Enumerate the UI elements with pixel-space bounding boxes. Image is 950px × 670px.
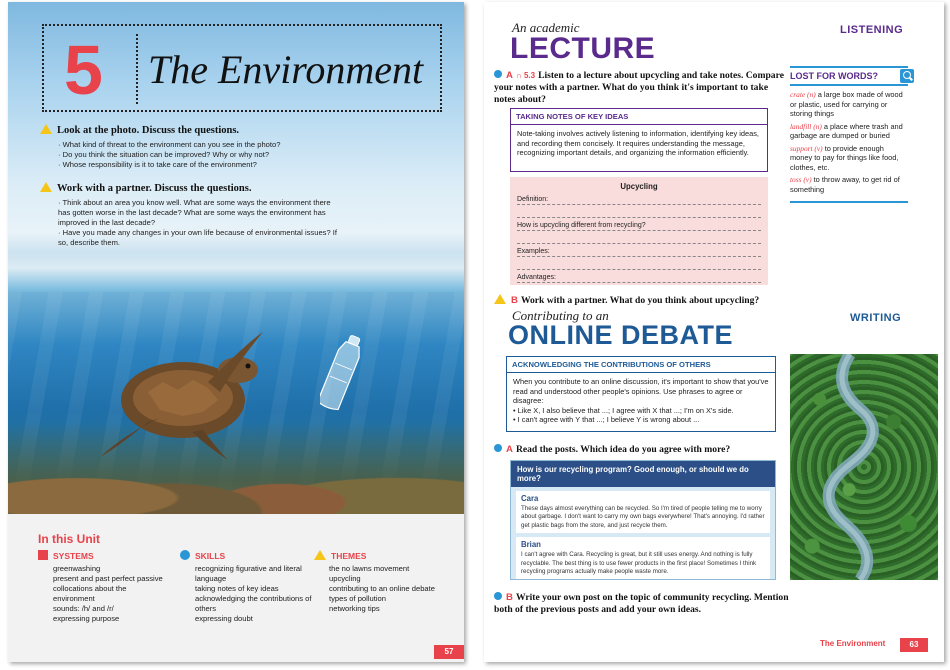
post-author: Cara <box>521 494 539 503</box>
listening-task-a: A ∩ 5.3 Listen to a lecture about upcycling and take notes. Compare your notes with a partner. What do you think it's important to take notes about? <box>494 70 784 105</box>
list-item: present and past perfect passive <box>53 574 163 583</box>
listening-title: LECTURE <box>510 32 656 65</box>
page-number: 63 <box>900 638 928 652</box>
writing-kicker: Contributing to an <box>512 308 609 323</box>
themes-list <box>314 564 446 614</box>
systems-column <box>38 550 170 624</box>
list-item: networking tips <box>329 604 380 613</box>
writing-section-label: WRITING <box>850 312 902 324</box>
systems-list <box>38 564 170 624</box>
notes-field-difference[interactable]: How is upcycling different from recycling? <box>517 221 761 231</box>
unit-number: 5 <box>64 31 103 109</box>
unit-title: The Environment <box>148 47 424 92</box>
notes-blank-line[interactable] <box>517 208 761 218</box>
audio-track-icon: ∩ 5.3 <box>515 71 536 80</box>
question-item: · Do you think the situation can be improved? Why or why not? <box>58 150 340 160</box>
glossary-entry: crate (n) a large box made of wood or plastic, used for carrying or storing things <box>790 90 903 118</box>
forest-river-photo <box>790 354 938 580</box>
circle-icon <box>494 70 502 78</box>
page-number: 57 <box>434 645 464 659</box>
question-list <box>40 198 340 248</box>
forum-post <box>516 537 770 579</box>
list-item: upcycling <box>329 574 361 583</box>
tip-bullet: • Like X, I also believe that ...; I agree with X that ...; I'm on X's side. <box>513 405 734 415</box>
question-list <box>40 140 340 170</box>
question-item: · Think about an area you know well. What are some ways the environment there has gotten worse in the last decade? What are some ways the environment has improved in the last decade? <box>58 198 340 228</box>
writing-task-a: A Read the posts. Which idea do you agree with more? <box>494 444 784 456</box>
left-page <box>8 2 464 662</box>
list-item: sounds: /h/ and /r/ <box>53 604 114 613</box>
notes-blank-line[interactable] <box>517 234 761 244</box>
triangle-icon <box>40 124 52 134</box>
notes-blank-line[interactable] <box>517 260 761 270</box>
question-heading: Work with a partner. Discuss the questions. <box>40 182 340 194</box>
notes-field-definition[interactable]: Definition: <box>517 195 761 205</box>
right-page <box>484 2 944 662</box>
writing-title: ONLINE DEBATE <box>508 320 734 350</box>
forum-post <box>516 491 770 533</box>
river-shape <box>790 354 938 580</box>
tip-box-heading: TAKING NOTES OF KEY IDEAS <box>511 109 767 125</box>
acknowledging-tip-box <box>506 356 776 432</box>
list-item: the no lawns movement <box>329 564 410 573</box>
triangle-icon <box>40 182 52 192</box>
skills-label: SKILLS <box>195 551 226 561</box>
triangle-icon <box>494 294 506 304</box>
circle-icon <box>180 550 190 560</box>
systems-label: SYSTEMS <box>53 551 94 561</box>
running-title: The Environment <box>820 639 886 648</box>
list-item: acknowledging the contributions of others <box>195 594 312 613</box>
question-heading: Look at the photo. Discuss the questions. <box>40 124 340 136</box>
title-divider <box>136 34 138 104</box>
writing-task-b: B Write your own post on the topic of community recycling. Mention both of the previous posts and add your own ideas. <box>494 592 789 615</box>
list-item: recognizing figurative and literal language <box>195 564 302 583</box>
triangle-icon <box>314 550 326 560</box>
square-icon <box>38 550 48 560</box>
skills-column <box>180 550 312 624</box>
glossary-entry: landfill (n) a place where trash and garbage are dumped or buried <box>790 121 903 140</box>
tip-box-body: When you contribute to an online discussion, it's important to show that you've read and understood other people's opinions. Use phrases to agree or disagree: <box>513 377 769 406</box>
listening-section-label: LISTENING <box>840 24 904 36</box>
themes-label: THEMES <box>331 551 367 561</box>
list-item: expressing purpose <box>53 614 120 623</box>
tip-bullet: • I can't agree with Y that ...; I believe Y is wrong about ... <box>513 415 700 425</box>
list-item: contributing to an online debate <box>329 584 435 593</box>
question-item: · What kind of threat to the environment can you see in the photo? <box>58 140 340 150</box>
skills-list <box>180 564 312 624</box>
question-block-1 <box>40 124 340 170</box>
tip-box-heading: ACKNOWLEDGING THE CONTRIBUTIONS OF OTHERS <box>507 357 775 373</box>
list-item: expressing doubt <box>195 614 253 623</box>
question-block-2 <box>40 182 340 248</box>
in-this-unit-panel <box>8 514 464 662</box>
list-item: taking notes of key ideas <box>195 584 279 593</box>
circle-icon <box>494 592 502 600</box>
post-author: Brian <box>521 540 541 550</box>
plastic-bottle-photo <box>320 332 362 414</box>
list-item: collocations about the environment <box>53 584 127 603</box>
circle-icon <box>494 444 502 452</box>
post-text: These days almost everything can be recycled. So I'm tired of people telling me to worry about garbage. I don't want to carry my own bags everywhere! That's annoying. I'd rather get plastic bags from the store, and just recycle them. <box>521 505 765 529</box>
glossary-list <box>790 86 908 203</box>
question-item: · Have you made any changes in your own life because of environmental issues? If so, describe them. <box>58 228 340 248</box>
in-this-unit-title: In this Unit <box>38 532 100 546</box>
magnifier-icon <box>900 69 914 83</box>
glossary-entry: support (v) to provide enough money to pay for things like food, clothes, etc. <box>790 143 899 172</box>
listening-task-b: B Work with a partner. What do you think about upcycling? <box>494 294 784 307</box>
question-item: · Whose responsibility is it to take care of the environment? <box>58 160 340 170</box>
list-item: types of pollution <box>329 594 386 603</box>
unit-title-box <box>42 24 442 112</box>
forum-thread <box>510 460 776 580</box>
taking-notes-tip-box <box>510 108 768 172</box>
notes-title: Upcycling <box>620 182 658 191</box>
notes-field-advantages[interactable]: Advantages: <box>517 273 761 283</box>
themes-column <box>314 550 446 614</box>
glossary-entry: toss (v) to throw away, to get rid of something <box>790 175 900 194</box>
lost-for-words-title: LOST FOR WORDS? <box>790 71 878 81</box>
list-item: greenwashing <box>53 564 101 573</box>
sea-turtle-photo <box>88 322 278 462</box>
tip-box-body: Note-taking involves actively listening to information, identifying key ideas, and recording them concisely. It requires understanding the message, recognizing important details, and organizing the information efficiently. <box>517 129 759 158</box>
listening-kicker: An academic <box>512 20 580 35</box>
upcycling-notes-form <box>510 177 768 285</box>
forum-question: How is our recycling program? Good enough, or should we do more? <box>511 461 775 487</box>
notes-field-examples[interactable]: Examples: <box>517 247 761 257</box>
water-surface <box>8 252 464 292</box>
post-text: I can't agree with Cara. Recycling is great, but it still uses energy. And nothing is fully recyclable. The best thing is to use fewer products in the first place! Sometimes I think recycling programs actually make people waste more. <box>521 551 757 576</box>
lost-for-words-panel <box>790 66 908 203</box>
